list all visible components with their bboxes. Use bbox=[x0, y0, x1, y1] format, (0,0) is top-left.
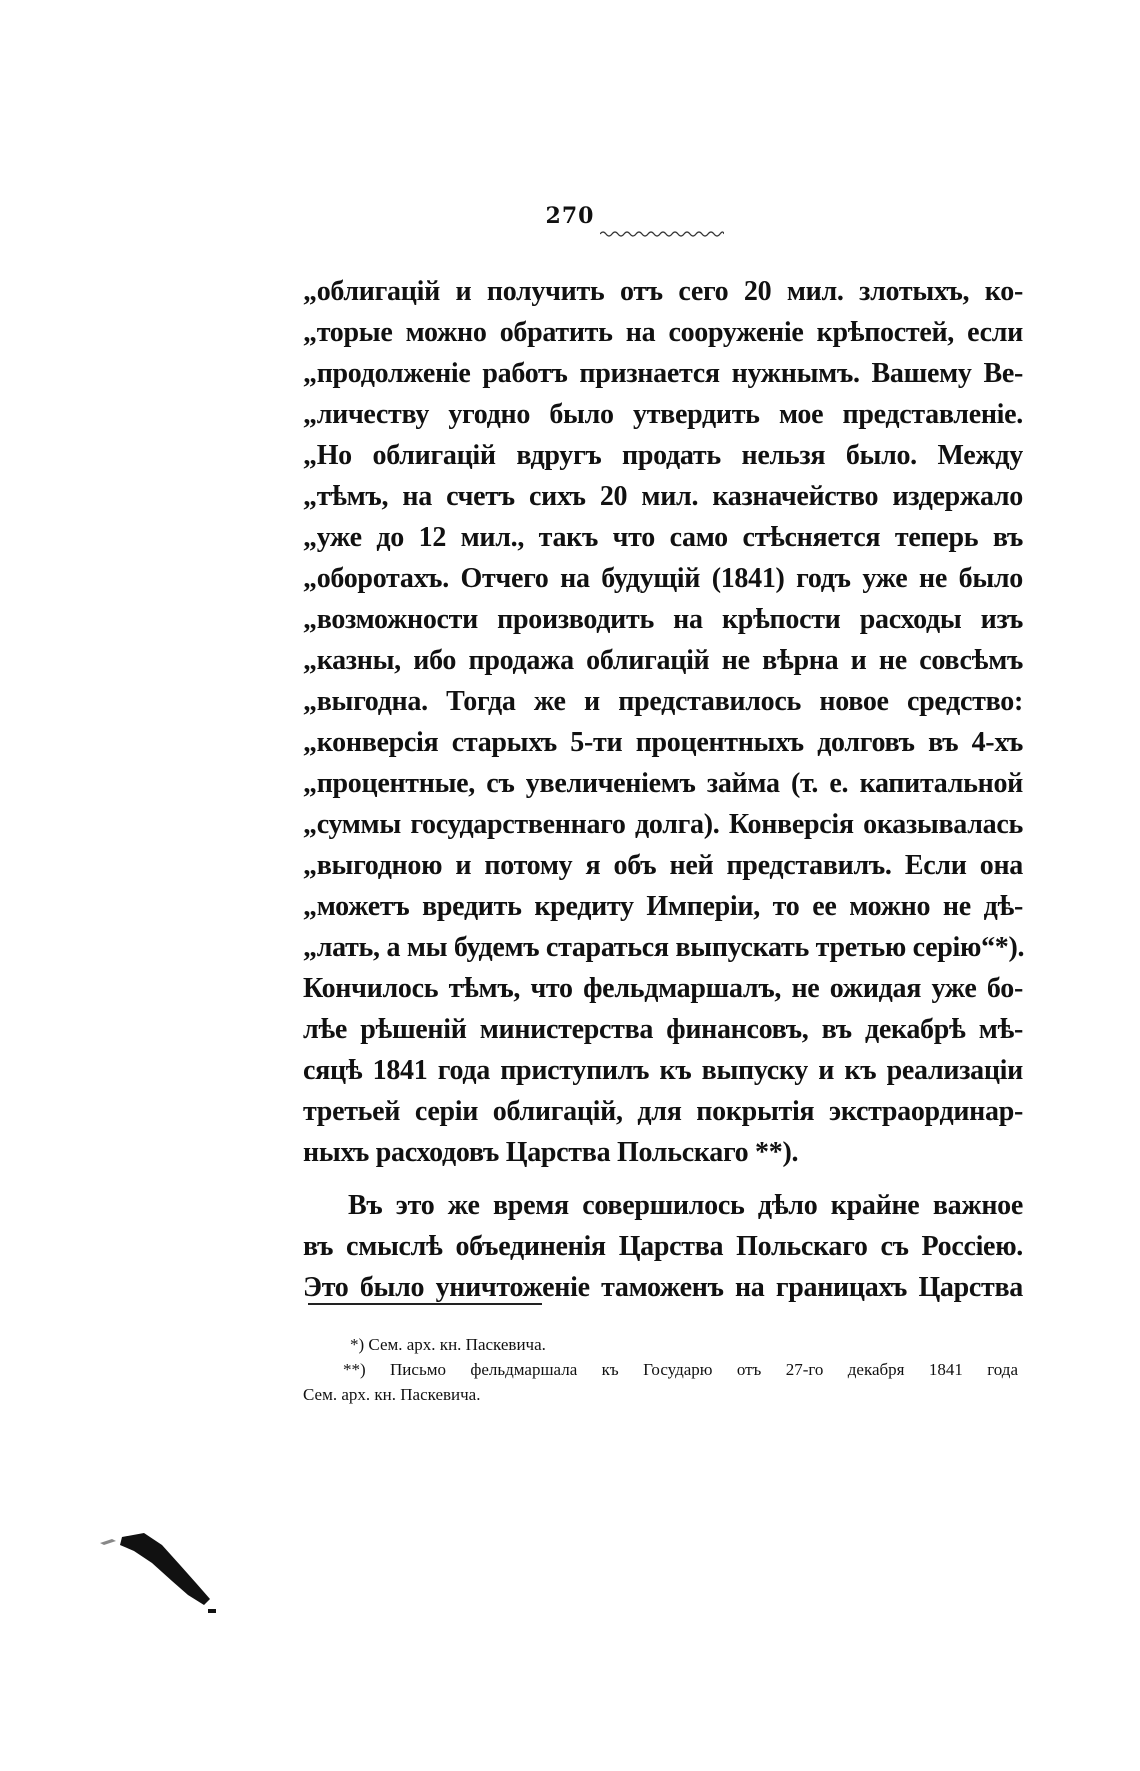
text-line: третьей серіи облигацій, для покрытія экстраординар- bbox=[303, 1096, 1023, 1127]
main-text bbox=[303, 271, 1023, 1308]
text-line: „можетъ вредить кредиту Имперіи, то ее можно не дѣ- bbox=[303, 891, 1023, 922]
text-line: „уже до 12 мил., такъ что само стѣсняется теперь въ bbox=[303, 522, 1023, 553]
text-line: „выгодна. Тогда же и представилось новое средство: bbox=[303, 686, 1023, 717]
page-number: 270 bbox=[545, 203, 595, 229]
ink-blot-icon bbox=[92, 1525, 222, 1625]
footnote-1: *) Сем. арх. кн. Паскевича. bbox=[350, 1335, 546, 1354]
paragraph-start-line: Въ это же время совершилось дѣло крайне важное bbox=[348, 1190, 1023, 1221]
text-line: „облигацій и получить отъ сего 20 мил. злотыхъ, ко- bbox=[303, 276, 1023, 307]
text-line: Кончилось тѣмъ, что фельдмаршалъ, не ожидая уже бо- bbox=[303, 973, 1023, 1004]
text-line: сяцѣ 1841 года приступилъ къ выпуску и къ реализаціи bbox=[303, 1055, 1023, 1086]
text-line: „личеству угодно было утвердить мое представленіе. bbox=[303, 399, 1023, 430]
text-line: „выгодною и потому я объ ней представилъ. Если она bbox=[303, 850, 1023, 881]
text-line: въ смыслѣ объединенія Царства Польскаго съ Россіею. bbox=[303, 1231, 1023, 1262]
text-line: ныхъ расходовъ Царства Польскаго **). bbox=[303, 1137, 799, 1168]
text-line: „конверсія старыхъ 5-ти процентныхъ долговъ въ 4-хъ bbox=[303, 727, 1023, 758]
text-line: „тѣмъ, на счетъ сихъ 20 мил. казначейство издержало bbox=[303, 481, 1023, 512]
text-line: „лать, а мы будемъ стараться выпускать третью серію“*). bbox=[303, 932, 1025, 963]
text-line: „суммы государственнаго долга). Конверсія оказывалась bbox=[303, 809, 1023, 840]
text-line: „Но облигацій вдругъ продать нельзя было. Между bbox=[303, 440, 1023, 471]
wavy-rule-icon bbox=[600, 229, 724, 239]
text-line: „оборотахъ. Отчего на будущій (1841) годъ уже не было bbox=[303, 563, 1023, 594]
text-line: „продолженіе работъ признается нужнымъ. Вашему Ве- bbox=[303, 358, 1023, 389]
footnote-divider bbox=[308, 1303, 542, 1305]
text-line: „казны, ибо продажа облигацій не вѣрна и не совсѣмъ bbox=[303, 645, 1023, 676]
footnote-2-continuation: Сем. арх. кн. Паскевича. bbox=[303, 1385, 481, 1404]
text-line: „торые можно обратить на сооруженіе крѣпостей, если bbox=[303, 317, 1023, 348]
text-line: „процентные, съ увеличеніемъ займа (т. е. капитальной bbox=[303, 768, 1023, 799]
text-line: „возможности производить на крѣпости расходы изъ bbox=[303, 604, 1023, 635]
footnotes bbox=[303, 1332, 1018, 1407]
footnote-2: **) Письмо фельдмаршала къ Государю отъ 27-го декабря 1841 года bbox=[343, 1360, 1018, 1379]
text-line: Это было уничтоженіе таможенъ на границахъ Царства bbox=[303, 1272, 1023, 1303]
text-line: лѣе рѣшеній министерства финансовъ, въ декабрѣ мѣ- bbox=[303, 1014, 1023, 1045]
